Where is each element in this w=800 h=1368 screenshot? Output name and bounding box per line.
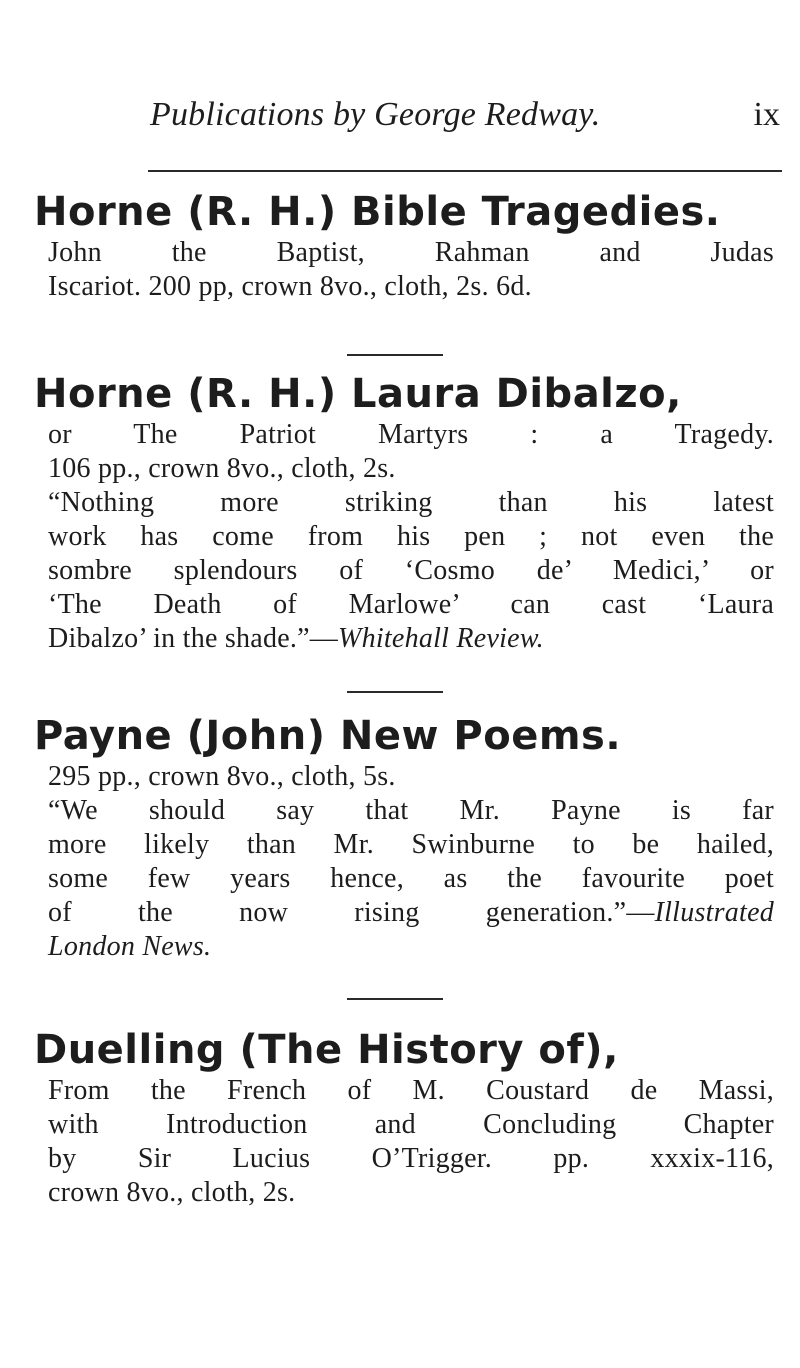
running-title: Publications by George Redway. bbox=[150, 96, 601, 133]
header-rule bbox=[148, 170, 782, 172]
review-quote-line: ‘The Death of Marlowe’ can cast ‘Laura bbox=[48, 589, 774, 620]
review-quote-line bbox=[48, 622, 774, 656]
review-quote-line: some few years hence, as the favourite poet bbox=[48, 863, 774, 894]
entry-heading: Duelling (The History of), bbox=[34, 1027, 619, 1073]
review-quote-line: “We should say that Mr. Payne is far bbox=[48, 795, 774, 826]
entry-separator bbox=[347, 691, 443, 693]
review-quote-line: work has come from his pen ; not even the bbox=[48, 521, 774, 552]
review-quote-line bbox=[48, 896, 774, 930]
entry-line: 106 pp., crown 8vo., cloth, 2s. bbox=[48, 453, 396, 484]
entry-heading: Payne (John) New Poems. bbox=[34, 713, 622, 759]
review-source: London News. bbox=[48, 931, 212, 962]
review-quote-text: of the now rising generation.”— bbox=[48, 897, 655, 928]
entry-heading: Horne (R. H.) Bible Tragedies. bbox=[34, 189, 721, 235]
entry-line: 295 pp., crown 8vo., cloth, 5s. bbox=[48, 761, 396, 792]
entry-line: or The Patriot Martyrs : a Tragedy. bbox=[48, 419, 774, 450]
entry-line: John the Baptist, Rahman and Judas bbox=[48, 237, 774, 268]
catalogue-entry-payne-new-poems bbox=[34, 712, 774, 964]
catalogue-entry-horne-laura-dibalzo bbox=[34, 370, 774, 656]
entry-heading: Horne (R. H.) Laura Dibalzo, bbox=[34, 371, 682, 417]
page-number: ix bbox=[753, 96, 780, 133]
running-head bbox=[150, 96, 780, 144]
entry-line: From the French of M. Coustard de Massi, bbox=[48, 1075, 774, 1106]
entry-line: crown 8vo., cloth, 2s. bbox=[48, 1177, 296, 1208]
catalogue-entry-horne-bible-tragedies bbox=[34, 188, 774, 304]
review-source: Whitehall Review. bbox=[338, 623, 544, 654]
review-source: Illustrated bbox=[654, 897, 774, 928]
catalogue-entry-duelling bbox=[34, 1026, 774, 1210]
entry-separator bbox=[347, 354, 443, 356]
entry-line: Iscariot. 200 pp, crown 8vo., cloth, 2s. 6d. bbox=[48, 271, 532, 302]
entry-line: with Introduction and Concluding Chapter bbox=[48, 1109, 774, 1140]
review-quote-line: sombre splendours of ‘Cosmo de’ Medici,’ or bbox=[48, 555, 774, 586]
review-quote-line: “Nothing more striking than his latest bbox=[48, 487, 774, 518]
review-quote-line: more likely than Mr. Swinburne to be hailed, bbox=[48, 829, 774, 860]
review-quote-text: Dibalzo’ in the shade.”— bbox=[48, 623, 339, 654]
entry-line: by Sir Lucius O’Trigger. pp. xxxix-116, bbox=[48, 1143, 774, 1174]
entry-separator bbox=[347, 998, 443, 1000]
